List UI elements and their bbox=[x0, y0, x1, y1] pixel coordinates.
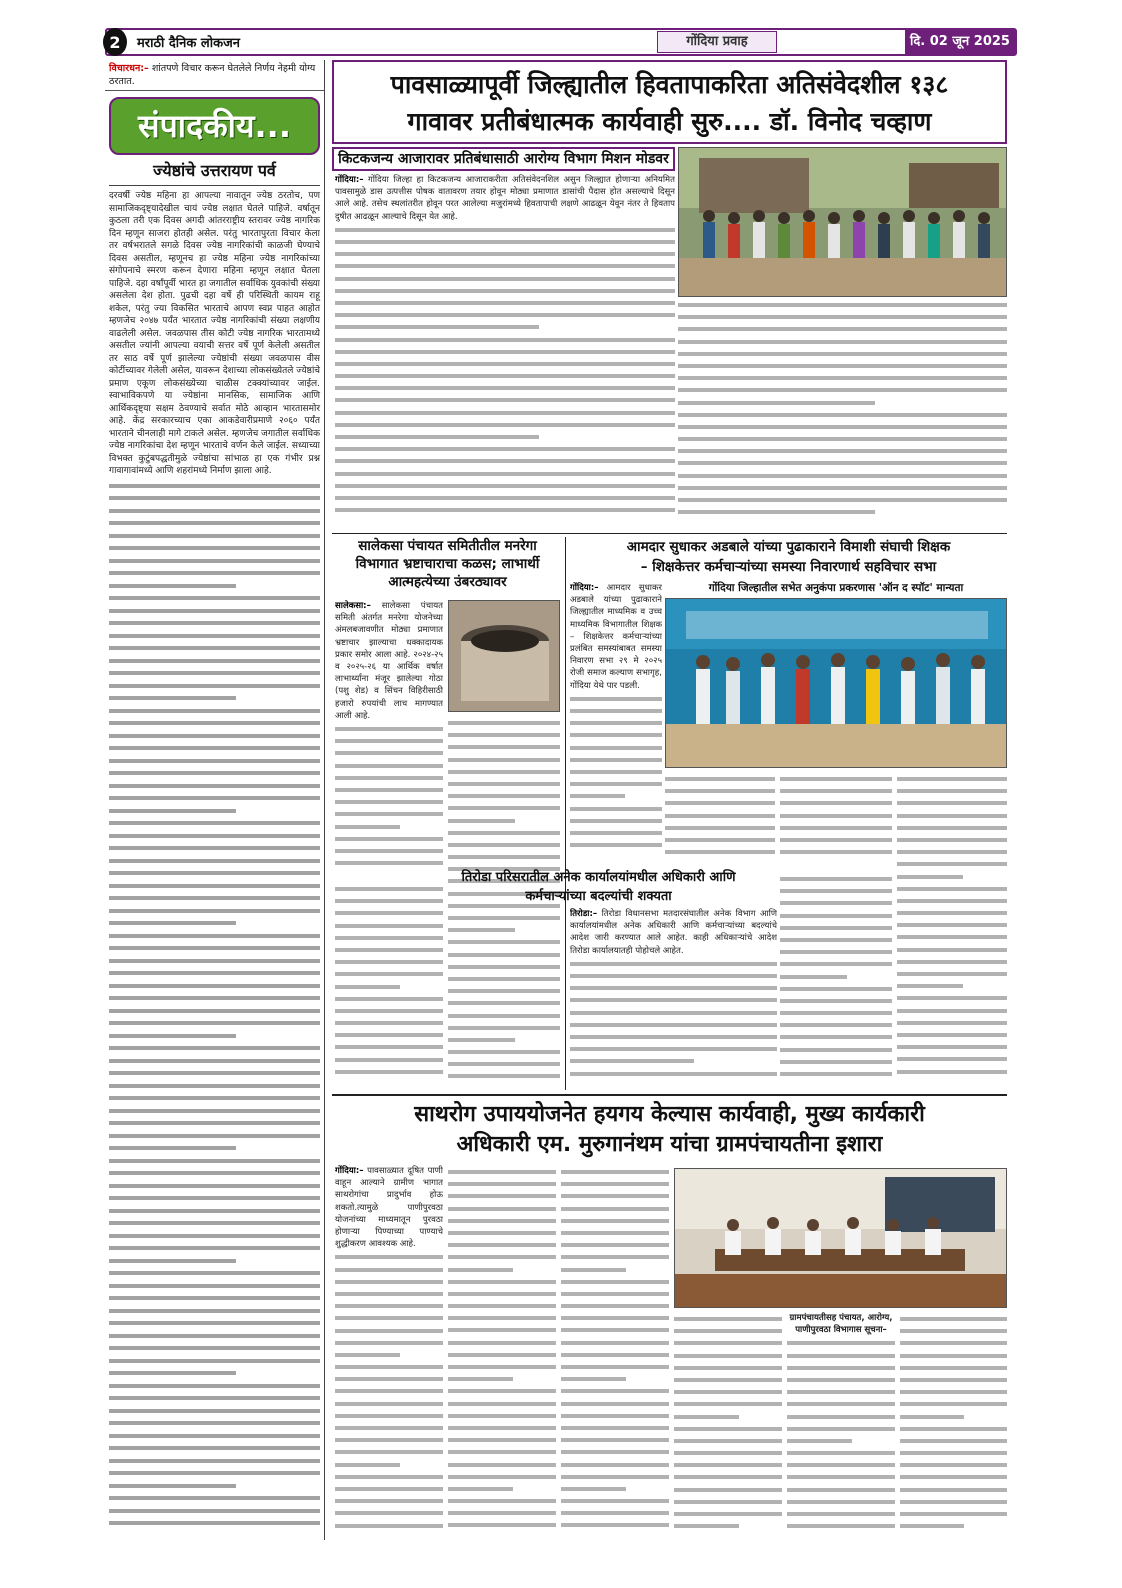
story3-headline-line2: – शिक्षकेत्तर कर्मचाऱ्यांच्या समस्या निवारणार्थ सहविचार सभा bbox=[640, 559, 937, 575]
meeting-stage-photo bbox=[665, 598, 1007, 768]
issue-date: दि. 02 जून 2025 bbox=[905, 30, 1015, 54]
story2-headline: सालेकसा पंचायत समितीतील मनरेगा विभागात भ्रष्टाचाराचा कळस; लाभार्थी आत्महत्येच्या उंबरठ्यावर bbox=[355, 538, 540, 590]
story3-body bbox=[570, 582, 662, 862]
story3-continued-text-5 bbox=[780, 872, 892, 1079]
masthead bbox=[105, 28, 1017, 56]
lead-headline-box bbox=[332, 60, 1007, 144]
story2-dateline: सालेकसा:– bbox=[335, 601, 371, 611]
story5-continued-text-3 bbox=[561, 1165, 669, 1531]
story5-body bbox=[335, 1165, 443, 1537]
lead-story-text: गोंदिया जिल्हा हा किटकजन्य आजाराकरीता अतिसंवेदनशिल असुन जिल्ह्यात होणाऱ्या अनियमित पावसामुळे डास उत्पत्तीस पोषक वातावरण तयार होवून मोठ्या प्रमाणात डासांची पैदास होत असल्याचे दिसून आले आहे. तसेच स्थलांतरीत होवून परत आलेल्या मजुरांमध्ये हिवतापाची लक्षणे आढळून येवून नंतर ते हिवताप दुषीत आढळून आल्याचे दिसून येत आहे. bbox=[335, 175, 675, 222]
editorial-column bbox=[105, 60, 325, 1540]
story2-body bbox=[335, 600, 443, 880]
story3-continued-text-2 bbox=[665, 772, 775, 857]
story5-col6 bbox=[900, 1312, 1007, 1537]
story4-headline-line2: कर्मचाऱ्यांच्या बदल्यांची शक्यता bbox=[525, 889, 672, 904]
lead-continued-text-2 bbox=[678, 298, 1007, 517]
story3-subhead: गोंदिया जिल्हातील सभेत अनुकंपा प्रकरणास 'ऑन द स्पॉट' मान्यता bbox=[708, 582, 964, 594]
story3-dateline: गोंदिया:– bbox=[570, 583, 599, 593]
thought-text: शांतपणे विचार करून घेतलेले निर्णय नेहमी योग्य ठरतात. bbox=[109, 63, 316, 87]
editorial-banner: संपादकीय... bbox=[109, 97, 320, 155]
story2-text: सालेकसा पंचायत समिती अंतर्गत मनरेगा योजनेच्या अंमलबजावणीत मोठ्या प्रमाणात भ्रष्टाचार झाल्याचा धक्कादायक प्रकार समोर आला आहे. २०२४-२५ व २०२५-२६ या आर्थिक वर्षात लाभार्थ्यांना मंजूर झालेल्या गोठा (पशु शेड) व सिंचन विहिरीसाठी हजारो रुपयांची लाच मागण्यात आली आहे. bbox=[335, 601, 443, 721]
story5-col3 bbox=[561, 1165, 669, 1537]
lead-continued-text bbox=[335, 223, 675, 516]
story3-text: आमदार सुधाकर अडबाले यांच्या पुढाकाराने जिल्ह्यातील माध्यमिक व उच्च माध्यमिक विभागातील शिक्षक – शिक्षकेत्तर कर्मचाऱ्यांच्या प्रलंबित समस्यांबाबत समस्या निवारण सभा २९ मे २०२५ रोजी समाज कल्याण सभागृह, गोंदिया येथे पार पडली. bbox=[570, 583, 662, 691]
page-number: 2 bbox=[103, 28, 127, 56]
story4-dateline: तिरोडा:– bbox=[570, 909, 598, 919]
health-team-photo bbox=[678, 147, 1007, 297]
editorial-continued-text bbox=[109, 478, 320, 1528]
divider bbox=[565, 537, 566, 1090]
story2-body-continued-2 bbox=[335, 882, 443, 1088]
story3-continued-text-3 bbox=[780, 772, 892, 857]
story5-col4 bbox=[674, 1312, 782, 1537]
lead-subhead: किटकजन्य आजारावर प्रतिबंधासाठी आरोग्य विभाग मिशन मोडवर bbox=[332, 147, 675, 171]
story5-notice bbox=[787, 1312, 895, 1537]
story2-continued-text bbox=[335, 722, 443, 868]
story5-continued-text-2 bbox=[448, 1165, 556, 1531]
editorial-title: ज्येष्ठांचे उत्तरायण पर्व bbox=[109, 159, 320, 186]
lead-headline-line1: पावसाळ्यापूर्वी जिल्ह्यातील हिवतापाकरिता अतिसंवेदशील १३८ bbox=[390, 70, 949, 99]
story3-col5 bbox=[780, 872, 892, 1088]
story2-continued-text-3 bbox=[335, 882, 443, 1077]
story5-notice-text bbox=[787, 1336, 895, 1531]
story3-continued-text bbox=[570, 692, 662, 850]
story5-col2 bbox=[448, 1165, 556, 1537]
story5-continued-text-6 bbox=[900, 1312, 1007, 1531]
story5-text: पावसाळ्यात दूषित पाणी वाहून आल्याने ग्रामीण भागात साथरोगांचा प्रादुर्भाव होऊ शकतो.त्यामुळे पाणीपुरवठा योजनांच्या माध्यमातून पुरवठा होणाऱ्या पिण्याच्या पाण्याचे शुद्धीकरण आवश्यक आहे. bbox=[335, 1166, 443, 1250]
section-name: गोंदिया प्रवाह bbox=[657, 31, 777, 53]
story5-headline-line1: साथरोग उपाययोजनेत हयगय केल्यास कार्यवाही, मुख्य कार्यकारी bbox=[414, 1102, 925, 1127]
thought-of-day bbox=[105, 60, 324, 91]
story5-continued-text-4 bbox=[674, 1312, 782, 1531]
lead-story-body-continued bbox=[678, 298, 1007, 532]
story5-continued-text bbox=[335, 1250, 443, 1530]
story3-col2 bbox=[665, 772, 775, 870]
lead-dateline: गोंदिया:– bbox=[335, 175, 364, 185]
thought-label: विचारधन:– bbox=[109, 63, 149, 74]
story3-continued-text-4 bbox=[897, 772, 1007, 1077]
editorial-text: दरवर्षी ज्येष्ठ महिना हा आपल्या नावातून ज्येष्ठ ठरतोच, पण सामाजिकदृष्ट्यादेखील चायं ज्येष्ठ लक्षात घेतले पाहिजे. वर्षातून कुठला तरी एक दिवस अगदी आंतरराष्ट्रीय स्तरावर ज्येष्ठ नागरिक दिन म्हणून साजरा होतही असेल. परंतु भारतापुरता विचार केला तर वर्षभरातले सगळे दिवस ज्येष्ठ नागरिकांची काळजी घेण्याचे दिवस असतील, म्हणूनच हा ज्येष्ठ महिना ज्येष्ठ नागरिकांच्या संगोपनाचे स्मरण करून देणारा महिना म्हणून लक्षात घेतला पाहिजे. दहा वर्षांपूर्वी भारत हा जगातील सर्वाधिक युवकांची संख्या असलेला देश होता. पुढची दहा वर्षे ही परिस्थिती कायम राहू शकेल, परंतु ज्या विकसित भारताचे आपण स्वप्न पाहत आहोत म्हणजेच २०४७ पर्यंत भारतात ज्येष्ठ नागरिकांची संख्या लक्षणीय वाढलेली असेल. जवळपास तीस कोटी ज्येष्ठ नागरिक भारतामध्ये असतील ज्यांनी आपल्या वयाची सत्तर वर्षे पूर्ण केलेली असतील तर साठ वर्षे पूर्ण झालेल्या ज्येष्ठांची संख्या जवळपास वीस कोटींच्यावर गेलेली असेल, यावरून देशाच्या लोकसंख्येतले ज्येष्ठांचे प्रमाण एकूण लोकसंख्येच्या चाळीस टक्क्यांच्यावर जाईल. स्वाभाविकपणे या ज्येष्ठांना मानसिक, सामाजिक आणि आर्थिकदृष्ट्या सक्षम ठेवण्याचे सर्वात मोठे आव्हान भारतासमोर आहे. केंद्र सरकारच्याच एका आकडेवारीप्रमाणे २०६० पर्यंत भारताने चीनलाही मागे टाकले असेल. म्हणजेच जगातील सर्वाधिक ज्येष्ठ नागरिकांचा देश म्हणून भारताचे वर्णन केले जाईल. सध्याच्या विभक्त कुटुंबपद्धतीमुळे ज्येष्ठांचा सांभाळ हा एक गंभीर प्रश्न गावागावांमध्ये आणि शहरांमध्ये निर्माण झाला आहे. bbox=[109, 191, 320, 476]
divider bbox=[332, 1094, 1007, 1096]
story4-continued-text bbox=[570, 957, 777, 1079]
story4-headline-line1: तिरोडा परिसरातील अनेक कार्यालयांमधील अधिकारी आणि bbox=[461, 870, 736, 885]
well-construction-photo bbox=[448, 600, 560, 712]
story3-headline-line1: आमदार सुधाकर अडबाले यांच्या पुढाकाराने विमाशी संघाची शिक्षक bbox=[626, 539, 951, 555]
official-meeting-photo bbox=[674, 1168, 1007, 1308]
paper-name: मराठी दैनिक लोकजन bbox=[137, 36, 240, 51]
story4-body bbox=[570, 908, 777, 1088]
story4-text: तिरोडा विधानसभा मतदारसंघातील अनेक विभाग आणि कार्यालयांमधील अनेक अधिकारी आणि कर्मचाऱ्यांच्या बदल्यांचे आदेश जारी करण्यात आले आहेत. काही अधिकाऱ्यांचे आदेश तिरोडा कार्यालयातही पोहोचले आहेत. bbox=[570, 909, 777, 956]
story5-headline-line2: अधिकारी एम. मुरुगानंथम यांचा ग्रामपंचायतीना इशारा bbox=[456, 1132, 883, 1157]
story5-notice-title: ग्रामपंचायतीसह पंचायत, आरोग्य, पाणीपुरवठा विभागास सूचना– bbox=[789, 1313, 893, 1336]
lead-headline-line2: गावावर प्रतीबंधात्मक कार्यवाही सुरु.... डॉ. विनोद चव्हाण bbox=[407, 107, 932, 136]
editorial-body bbox=[105, 190, 324, 1530]
divider bbox=[332, 533, 1007, 534]
story3-col3 bbox=[780, 772, 892, 870]
story5-dateline: गोंदिया:– bbox=[335, 1166, 364, 1176]
story3-col4 bbox=[897, 772, 1007, 1088]
lead-story-body bbox=[335, 174, 675, 532]
